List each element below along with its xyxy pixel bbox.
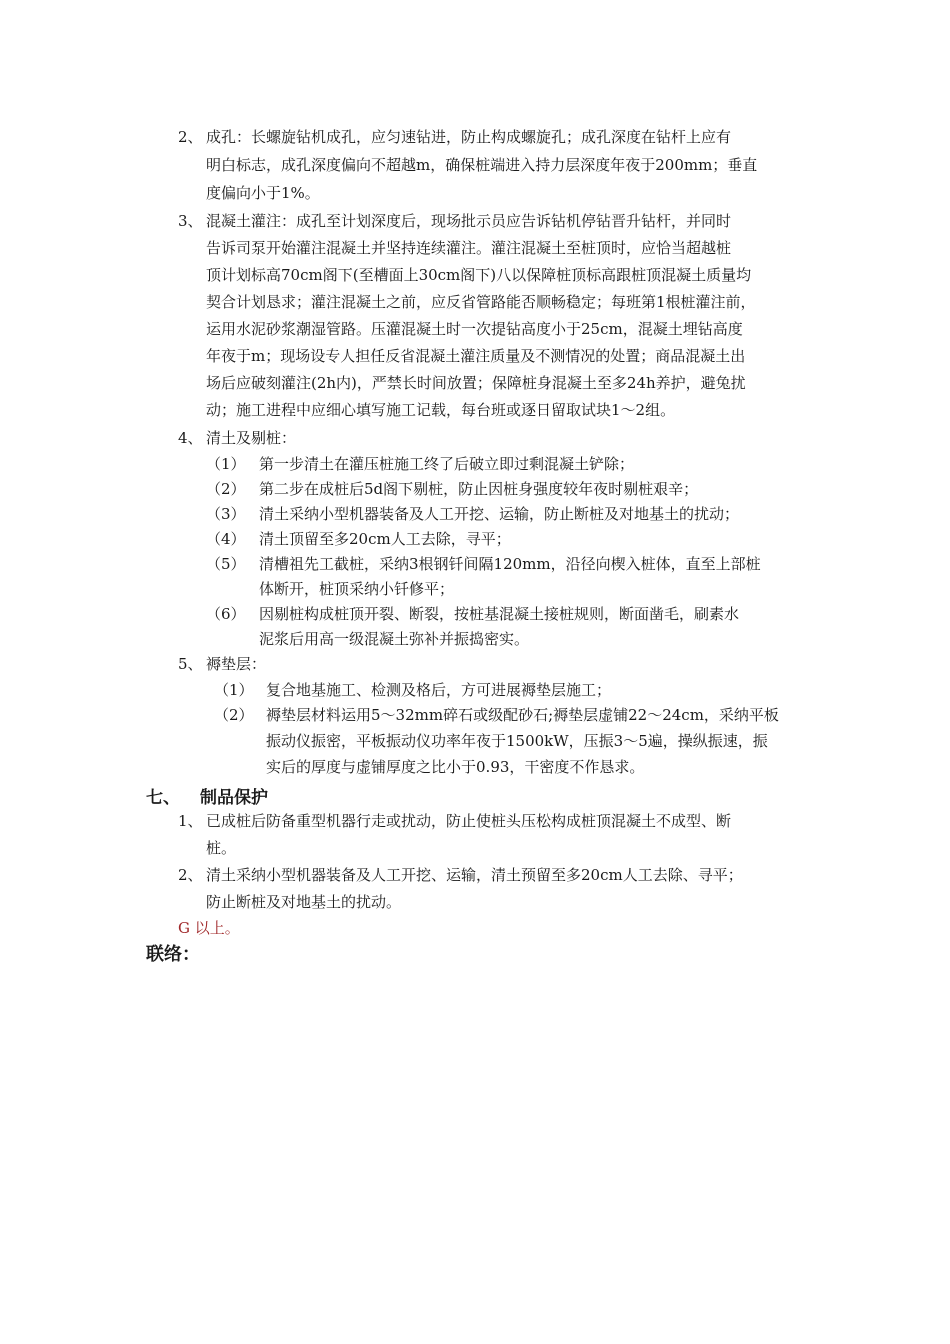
item-2-line-1: 成孔：长螺旋钻机成孔，应匀速钻进，防止构成螺旋孔；成孔深度在钻杆上应有: [206, 128, 732, 146]
item-4-sub-6-line-2: 泥浆后用高一级混凝土弥补并振捣密实。: [259, 630, 530, 648]
item-4-title: 清土及剔桩：: [206, 429, 297, 447]
item-5-sub-2-line-3: 实后的厚度与虚铺厚度之比小于0.93，干密度不作恳求。: [266, 758, 645, 776]
item-5-sub-1-number: （1）: [214, 681, 254, 699]
item-4-sub-5-number: （5）: [206, 555, 246, 573]
item-3-line-5: 运用水泥砂浆潮湿管路。压灌混凝土时一次提钻高度小于25cm，混凝土埋钻高度: [206, 320, 743, 338]
section-7-item-1-line-2: 桩。: [206, 839, 237, 857]
item-2-line-2: 明白标志，成孔深度偏向不超越m，确保桩端进入持力层深度年夜于200mm；垂直: [206, 156, 758, 174]
item-5-sub-2-line-1: 褥垫层材料运用5～32mm碎石或级配砂石;褥垫层虚铺22～24cm，采纳平板: [266, 706, 779, 724]
item-4-sub-5-line-1: 清槽祖先工截桩，采纳3根钢钎间隔120mm，沿径向楔入桩体，直至上部桩: [259, 555, 761, 573]
item-3-line-4: 契合计划恳求；灌注混凝土之前，应反省管路能否顺畅稳定；每班第1根桩灌注前，: [206, 293, 756, 311]
item-4-sub-6-number: （6）: [206, 605, 246, 623]
item-4-sub-6-line-1: 因剔桩构成桩顶开裂、断裂，按桩基混凝土接桩规则，断面凿毛，刷素水: [259, 605, 740, 623]
red-note: G 以上。: [178, 919, 240, 937]
item-4-sub-2-line-1: 第二步在成桩后5d阁下剔桩，防止因桩身强度较年夜时剔桩艰辛；: [259, 480, 699, 498]
item-5-sub-2-line-2: 振动仪振密，平板振动仪功率年夜于1500kW，压振3～5遍，操纵振速，振: [266, 732, 768, 750]
section-7-item-2-number: 2、: [178, 866, 203, 884]
item-4-sub-2-number: （2）: [206, 480, 246, 498]
item-3-line-2: 告诉司泵开始灌注混凝土并坚持连续灌注。灌注混凝土至桩顶时，应恰当超越桩: [206, 239, 732, 257]
item-4-sub-4-line-1: 清土顶留至多20cm人工去除，寻平；: [259, 530, 511, 548]
item-3-line-6: 年夜于m；现场设专人担任反省混凝土灌注质量及不测情况的处置；商品混凝土出: [206, 347, 746, 365]
section-7-item-2-line-1: 清土采纳小型机器装备及人工开挖、运输，清土预留至多20cm人工去除、寻平；: [206, 866, 743, 884]
item-5-sub-1-line-1: 复合地基施工、检测及格后，方可进展褥垫层施工；: [266, 681, 612, 699]
item-5-number: 5、: [178, 655, 203, 673]
section-7-item-2-line-2: 防止断桩及对地基土的扰动。: [206, 893, 402, 911]
item-4-sub-3-number: （3）: [206, 505, 246, 523]
item-3-number: 3、: [178, 212, 203, 230]
item-3-line-1: 混凝土灌注：成孔至计划深度后，现场批示员应告诉钻机停钻晋升钻杆，并同时: [206, 212, 732, 230]
contact-label: 联络：: [146, 944, 200, 965]
section-7-item-1-number: 1、: [178, 812, 203, 830]
item-5-sub-2-number: （2）: [214, 706, 254, 724]
item-2-number: 2、: [178, 128, 203, 146]
item-2-line-3: 度偏向小于1%。: [206, 184, 320, 202]
item-4-sub-3-line-1: 清土采纳小型机器装备及人工开挖、运输，防止断桩及对地基土的扰动；: [259, 505, 740, 523]
item-3-line-8: 动；施工进程中应细心填写施工记载，每台班或逐日留取试块1～2组。: [206, 401, 676, 419]
item-5-title: 褥垫层：: [206, 655, 267, 673]
item-4-sub-1-number: （1）: [206, 455, 246, 473]
item-4-sub-4-number: （4）: [206, 530, 246, 548]
section-7-number: 七、: [146, 788, 180, 808]
item-3-line-7: 场后应破刻灌注(2h内)，严禁长时间放置；保障桩身混凝土至多24h养护，避兔扰: [206, 374, 746, 392]
item-4-number: 4、: [178, 429, 203, 447]
section-7-title: 制品保护: [200, 788, 268, 808]
item-4-sub-1-line-1: 第一步清土在灌压桩施工终了后破立即过剩混凝土铲除；: [259, 455, 635, 473]
item-4-sub-5-line-2: 体断开，桩顶采纳小钎修平；: [259, 580, 455, 598]
item-3-line-3: 顶计划标高70cm阁下(至槽面上30cm阁下)八以保障桩顶标高跟桩顶混凝土质量均: [206, 266, 752, 284]
section-7-item-1-line-1: 已成桩后防备重型机器行走或扰动，防止使桩头压松构成桩顶混凝土不成型、断: [206, 812, 732, 830]
